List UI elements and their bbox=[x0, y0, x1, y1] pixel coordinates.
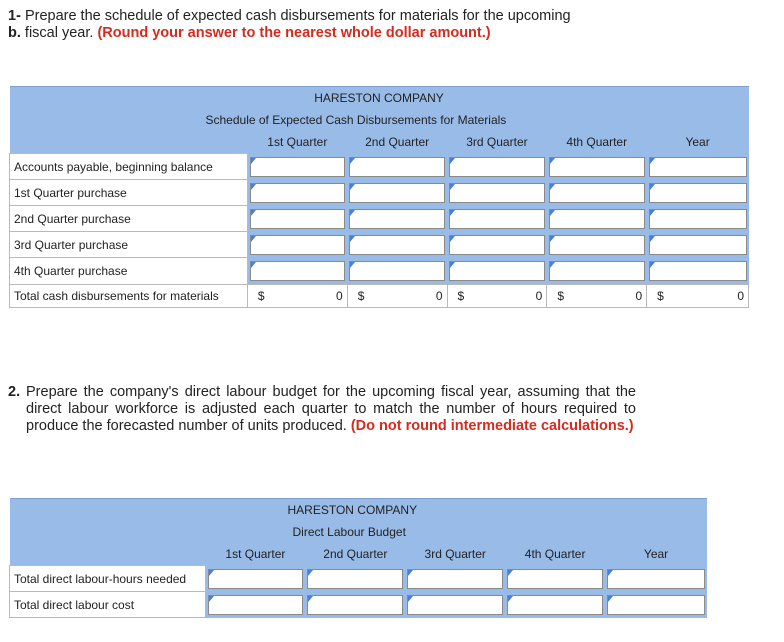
direct-labour-budget-table bbox=[9, 498, 707, 618]
input-cell[interactable] bbox=[507, 595, 603, 615]
table-row bbox=[10, 154, 749, 180]
input-cell[interactable] bbox=[250, 261, 345, 281]
schedule-title: Schedule of Expected Cash Disbursements for Materials bbox=[10, 109, 749, 131]
input-cell[interactable] bbox=[208, 569, 303, 589]
col-4th-quarter: 4th Quarter bbox=[547, 131, 647, 154]
col-1st-quarter: 1st Quarter bbox=[205, 543, 305, 566]
input-cell[interactable] bbox=[307, 569, 403, 589]
input-cell[interactable] bbox=[349, 235, 445, 255]
total-row bbox=[10, 284, 749, 307]
input-cell[interactable] bbox=[449, 261, 545, 281]
row-label: 1st Quarter purchase bbox=[10, 180, 248, 206]
cash-disbursements-table bbox=[9, 86, 749, 308]
input-cell[interactable] bbox=[250, 157, 345, 177]
company-name: HARESTON COMPANY bbox=[10, 87, 749, 110]
question-1b: 1- Prepare the schedule of expected cash disbursements for materials for the upcoming b. fiscal year. (Round your answer to the nearest whole dollar amount.) bbox=[8, 8, 571, 41]
row-label: Accounts payable, beginning balance bbox=[10, 154, 248, 180]
input-cell[interactable] bbox=[549, 235, 645, 255]
total-cell: $ 0 bbox=[247, 284, 347, 307]
total-label: Total cash disbursements for materials bbox=[10, 284, 248, 307]
input-cell[interactable] bbox=[449, 235, 545, 255]
input-cell[interactable] bbox=[507, 569, 603, 589]
col-year: Year bbox=[647, 131, 749, 154]
col-2nd-quarter: 2nd Quarter bbox=[305, 543, 405, 566]
calculation-instruction: (Do not round intermediate calculations.) bbox=[350, 418, 634, 434]
col-2nd-quarter: 2nd Quarter bbox=[347, 131, 447, 154]
row-label: Total direct labour cost bbox=[10, 592, 206, 618]
table-row bbox=[10, 180, 749, 206]
row-label: 2nd Quarter purchase bbox=[10, 206, 248, 232]
total-cell: $ 0 bbox=[447, 284, 547, 307]
input-cell[interactable] bbox=[549, 157, 645, 177]
input-cell[interactable] bbox=[349, 261, 445, 281]
input-cell[interactable] bbox=[549, 183, 645, 203]
input-cell[interactable] bbox=[549, 209, 645, 229]
table-row bbox=[10, 232, 749, 258]
input-cell[interactable] bbox=[607, 595, 705, 615]
table-row bbox=[10, 592, 708, 618]
total-cell: $ 0 bbox=[347, 284, 447, 307]
input-cell[interactable] bbox=[208, 595, 303, 615]
input-cell[interactable] bbox=[349, 183, 445, 203]
table-row bbox=[10, 206, 749, 232]
input-cell[interactable] bbox=[250, 183, 345, 203]
input-cell[interactable] bbox=[449, 209, 545, 229]
input-cell[interactable] bbox=[407, 569, 503, 589]
col-4th-quarter: 4th Quarter bbox=[505, 543, 605, 566]
total-cell: $ 0 bbox=[547, 284, 647, 307]
input-cell[interactable] bbox=[649, 261, 747, 281]
row-label: 3rd Quarter purchase bbox=[10, 232, 248, 258]
input-cell[interactable] bbox=[607, 569, 705, 589]
table-row bbox=[10, 258, 749, 285]
question-2: 2. Prepare the company's direct labour budget for the upcoming fiscal year, assuming that the direct labour workforce is adjusted each quarter to match the number of hours required to produce the forecasted number of units produced. (Do not round intermediate calculations.) bbox=[8, 384, 636, 434]
col-3rd-quarter: 3rd Quarter bbox=[447, 131, 547, 154]
row-label: Total direct labour-hours needed bbox=[10, 566, 206, 592]
col-3rd-quarter: 3rd Quarter bbox=[405, 543, 505, 566]
input-cell[interactable] bbox=[549, 261, 645, 281]
col-1st-quarter: 1st Quarter bbox=[247, 131, 347, 154]
budget-title: Direct Labour Budget bbox=[10, 521, 708, 543]
rounding-instruction: (Round your answer to the nearest whole dollar amount.) bbox=[97, 25, 491, 41]
input-cell[interactable] bbox=[250, 209, 345, 229]
input-cell[interactable] bbox=[649, 235, 747, 255]
input-cell[interactable] bbox=[250, 235, 345, 255]
input-cell[interactable] bbox=[407, 595, 503, 615]
input-cell[interactable] bbox=[449, 157, 545, 177]
col-year: Year bbox=[605, 543, 707, 566]
column-header-row bbox=[10, 543, 708, 566]
input-cell[interactable] bbox=[307, 595, 403, 615]
row-label: 4th Quarter purchase bbox=[10, 258, 248, 285]
table-row bbox=[10, 566, 708, 592]
company-name: HARESTON COMPANY bbox=[10, 499, 708, 522]
input-cell[interactable] bbox=[649, 183, 747, 203]
input-cell[interactable] bbox=[649, 209, 747, 229]
input-cell[interactable] bbox=[349, 157, 445, 177]
column-header-row bbox=[10, 131, 749, 154]
input-cell[interactable] bbox=[649, 157, 747, 177]
input-cell[interactable] bbox=[449, 183, 545, 203]
input-cell[interactable] bbox=[349, 209, 445, 229]
total-cell: $ 0 bbox=[647, 284, 749, 307]
